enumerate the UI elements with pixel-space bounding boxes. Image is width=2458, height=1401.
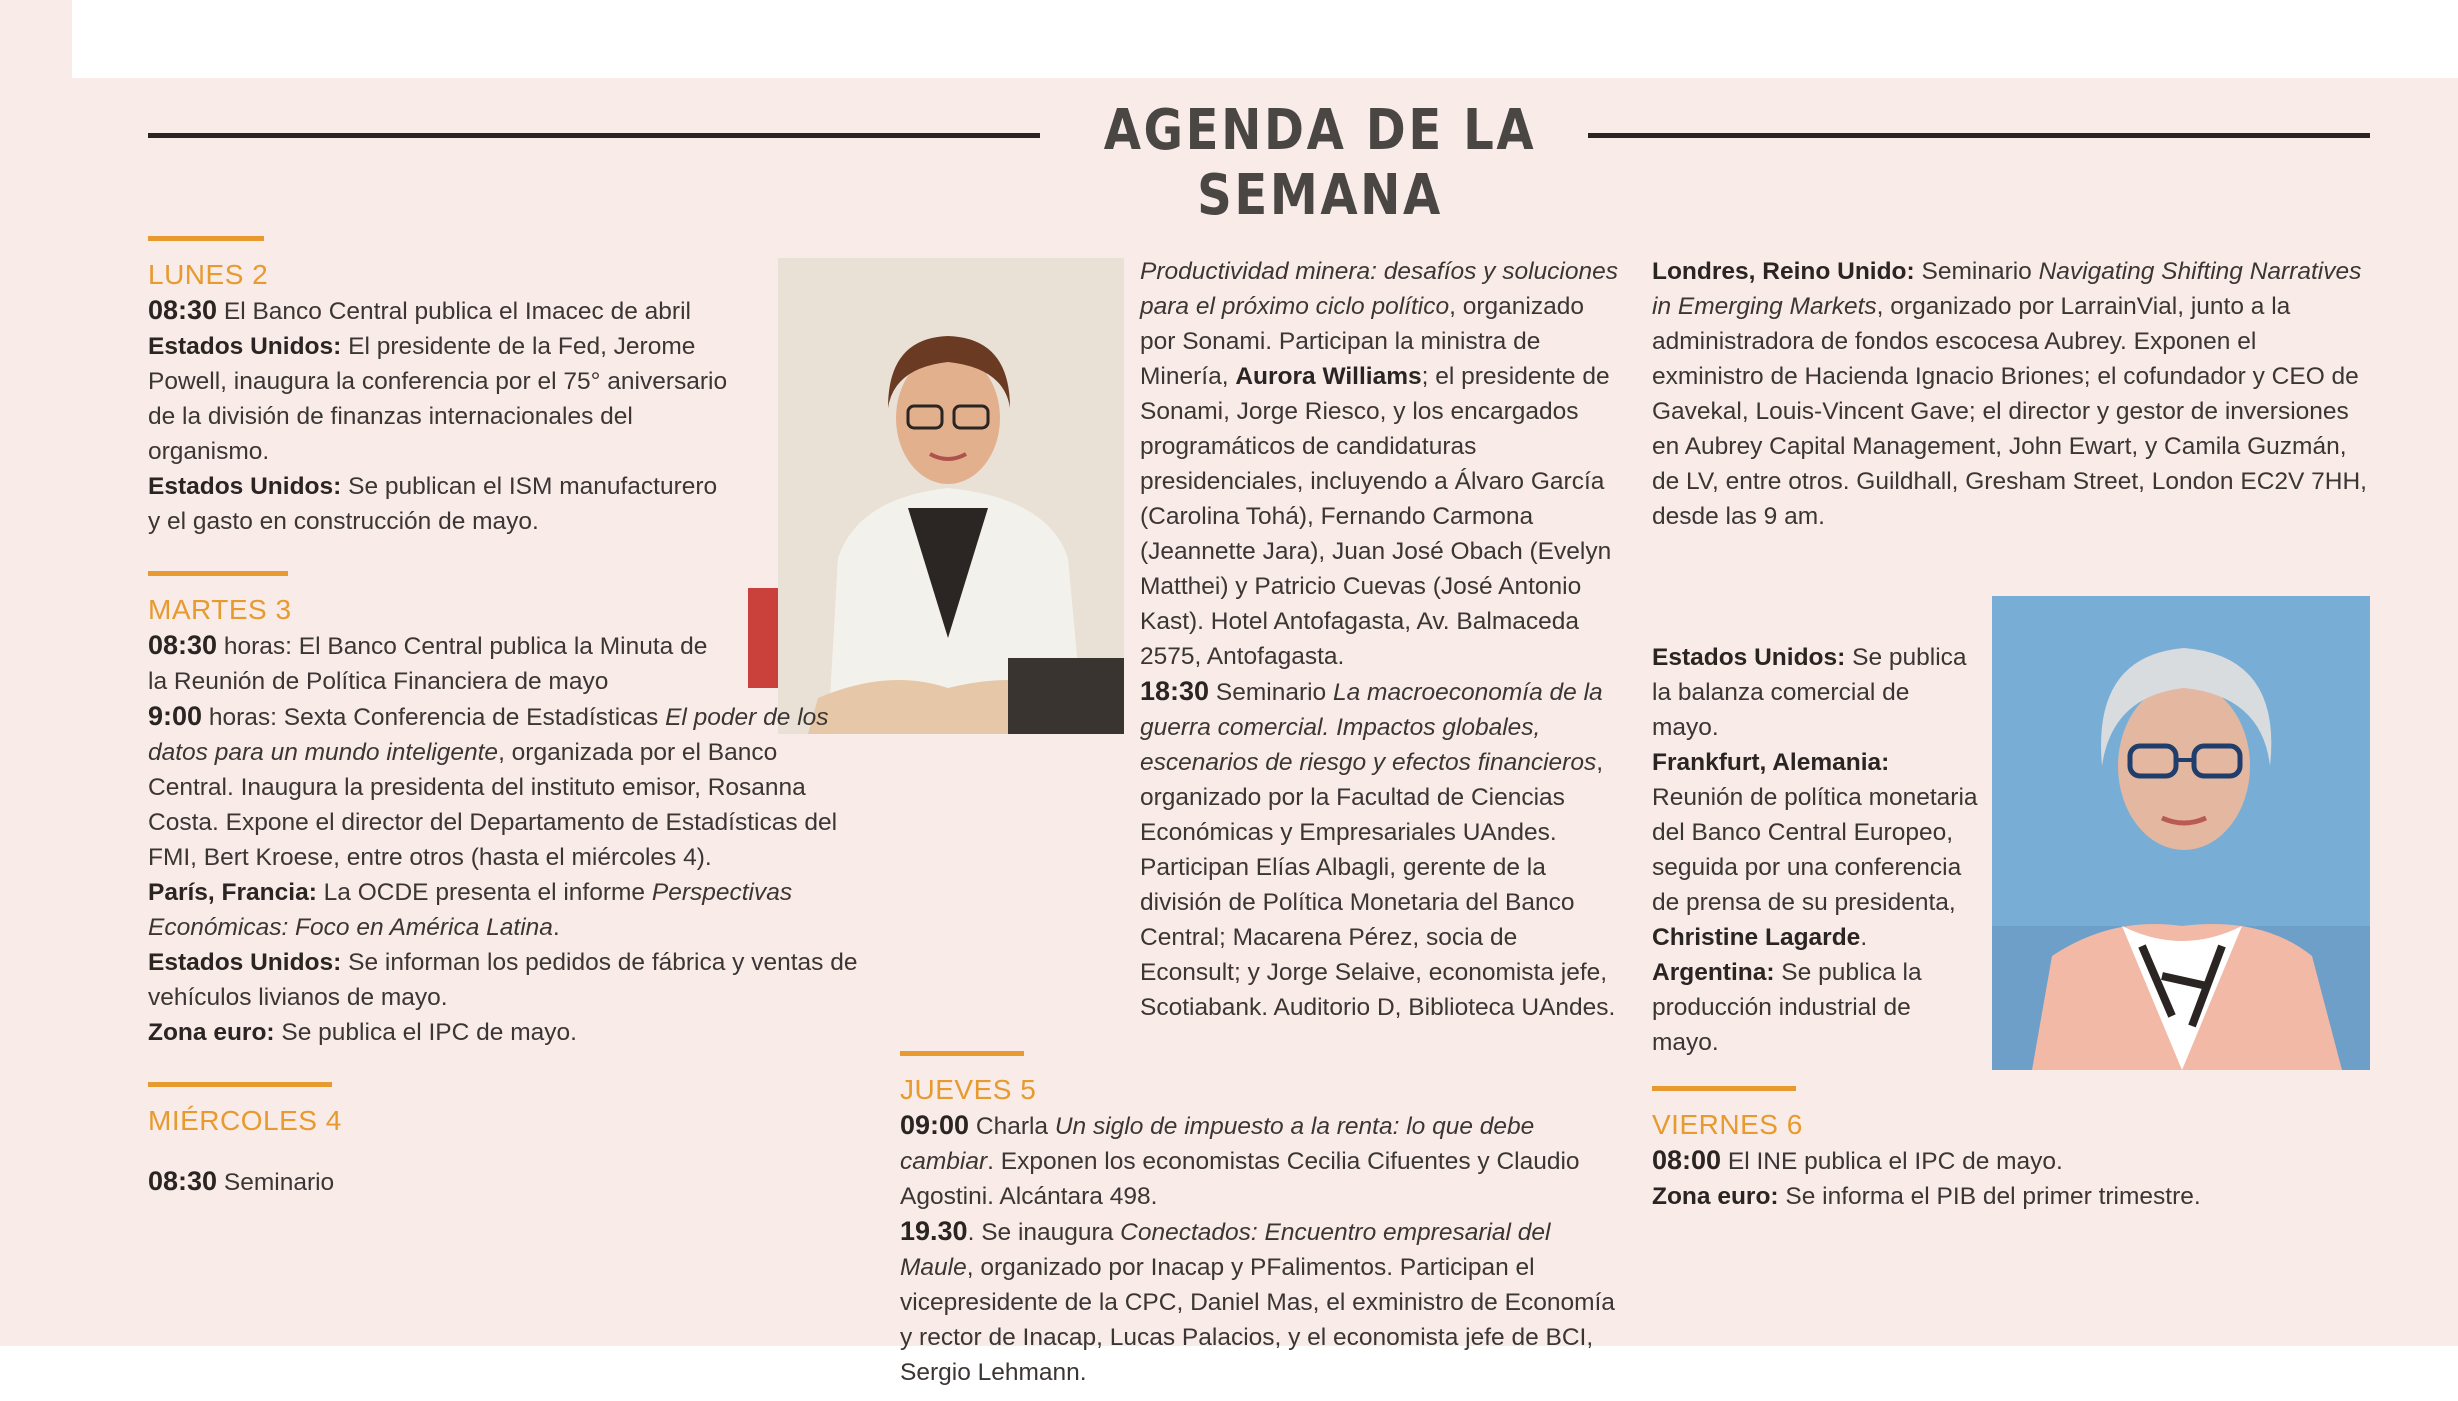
day-divider xyxy=(148,571,288,576)
event-jueves-3 xyxy=(1652,254,2372,534)
event-title: Conectados: Encuentro empresarial del Maule xyxy=(900,1219,1551,1281)
event-text: , organizado por Inacap y PFalimentos. Participan el vicepresidente de la CPC, Daniel Mas, el exministro de Economía y rector de Inacap, Lucas Palacios, y el economista jefe de BCI, Sergio Lehmann. xyxy=(900,1254,1615,1386)
event-text: horas: El Banco Central publica la Minuta de la Reunión de Política Financiera de mayo xyxy=(148,633,708,695)
event-text: Se publica la producción industrial de mayo. xyxy=(1652,959,1922,1056)
event-time: 19.30 xyxy=(900,1216,968,1246)
left-margin-strip xyxy=(0,0,72,80)
event-text: . Exponen los economistas Cecilia Cifuentes y Claudio Agostini. Alcántara 498. xyxy=(900,1148,1580,1210)
event-time: 09:00 xyxy=(900,1110,970,1140)
event-text: Se publica la balanza comercial de mayo. xyxy=(1652,644,1967,741)
event-viernes-1 xyxy=(1652,1143,2372,1179)
event-jueves-5 xyxy=(1652,745,1982,955)
event-place: Argentina: xyxy=(1652,959,1775,986)
event-text: , organizada por el Banco Central. Inaugura la presidenta del instituto emisor, Rosanna Costa. Expone el director del Departamento de Estadísticas del FMI, Bert Kroese, entre otros (hasta el miércoles 4). xyxy=(148,739,838,871)
event-title: La macroeconomía de la guerra comercial. Impactos globales, escenarios de riesgo y efectos financieros xyxy=(1140,679,1603,776)
event-martes-3 xyxy=(148,875,860,945)
event-text: , organizado por la Facultad de Ciencias Económicas y Empresariales UAndes. Participan Elías Albagli, gerente de la división de Política Monetaria del Banco Central; Macarena Pérez, socia de Econsult; y Jorge Selaive, economista jefe, Scotiabank. Auditorio D, Biblioteca UAndes. xyxy=(1140,749,1616,1021)
event-place: Estados Unidos: xyxy=(148,949,342,976)
event-time: 9:00 xyxy=(148,701,203,731)
event-title: Productividad minera: desafíos y soluciones para el próximo ciclo político xyxy=(1140,258,1619,320)
event-text: Reunión de política monetaria del Banco Central Europeo, seguida por una conferencia de prensa de su presidenta, xyxy=(1652,784,1978,916)
day-heading-jueves: JUEVES 5 xyxy=(900,1074,1037,1105)
event-text: . xyxy=(1860,924,1868,951)
event-place: Estados Unidos: xyxy=(148,333,342,360)
event-place: Zona euro: xyxy=(1652,1183,1779,1210)
portrait-illustration xyxy=(1992,596,2370,1070)
day-heading-martes: MARTES 3 xyxy=(148,594,292,625)
event-title: Un siglo de impuesto a la renta: lo que debe cambiar xyxy=(900,1113,1535,1175)
event-time: 08:30 xyxy=(148,1166,218,1196)
event-person: Aurora Williams xyxy=(1235,363,1422,390)
event-lunes-3 xyxy=(148,469,728,539)
event-text: El presidente de la Fed, Jerome Powell, inaugura la conferencia por el 75° aniversario de la división de finanzas internacionales del organismo. xyxy=(148,333,728,465)
event-martes-5 xyxy=(148,1015,860,1050)
event-text: . Se inaugura xyxy=(967,1219,1121,1246)
event-text: Se publica el IPC de mayo. xyxy=(274,1019,577,1046)
event-martes-1 xyxy=(148,628,728,699)
column-3 xyxy=(1652,254,2372,534)
day-divider xyxy=(900,1051,1024,1056)
event-text: El Banco Central publica el Imacec de abril xyxy=(217,298,691,325)
event-text: Seminario xyxy=(217,1169,335,1196)
event-miercoles-1 xyxy=(1140,254,1620,674)
event-text: Seminario xyxy=(1914,258,2039,285)
event-jueves-1 xyxy=(900,1108,1620,1214)
event-text: Se publican el ISM manufacturero y el gasto en construcción de mayo. xyxy=(148,473,718,535)
event-person: Christine Lagarde xyxy=(1652,924,1861,951)
photo-christine-lagarde xyxy=(1992,596,2370,1070)
event-time: 08:30 xyxy=(148,630,218,660)
event-place: París, Francia: xyxy=(148,879,317,906)
event-lunes-1 xyxy=(148,293,728,329)
event-text: La OCDE presenta el informe xyxy=(316,879,652,906)
event-jueves-2 xyxy=(900,1214,1620,1390)
event-text: horas: Sexta Conferencia de Estadísticas xyxy=(202,704,666,731)
event-martes-4 xyxy=(148,945,860,1015)
event-place: Frankfurt, Alemania: xyxy=(1652,749,1890,776)
day-heading-miercoles: MIÉRCOLES 4 xyxy=(148,1105,342,1136)
event-miercoles-1-start xyxy=(148,1164,848,1200)
event-time: 18:30 xyxy=(1140,676,1210,706)
event-text: Seminario xyxy=(1209,679,1333,706)
event-text: Se informan los pedidos de fábrica y ventas de vehículos livianos de mayo. xyxy=(148,949,858,1011)
event-place: Londres, Reino Unido: xyxy=(1652,258,1915,285)
event-text: . xyxy=(552,914,560,941)
day-divider xyxy=(1652,1086,1796,1091)
title-rule-right xyxy=(1588,133,2370,138)
event-jueves-6 xyxy=(1652,955,1982,1060)
event-place: Zona euro: xyxy=(148,1019,275,1046)
event-viernes-2 xyxy=(1652,1179,2372,1214)
event-title: Navigating Shifting Narratives in Emerging Markets xyxy=(1652,258,2362,320)
day-heading-viernes: VIERNES 6 xyxy=(1652,1109,1803,1140)
event-text: Charla xyxy=(969,1113,1055,1140)
event-title: Perspectivas Económicas: Foco en América Latina xyxy=(148,879,793,941)
event-lunes-2 xyxy=(148,329,728,469)
event-jueves-4 xyxy=(1652,640,1982,745)
event-miercoles-1-head xyxy=(148,1164,848,1200)
column-3-bottom xyxy=(1652,1086,2372,1214)
event-text: , organizado por LarrainVial, junto a la administradora de fondos escocesa Aubrey. Exponen el exministro de Hacienda Ignacio Briones; el cofundador y CEO de Gavekal, Louis-Vincent Gave; el director y gestor de inversiones en Aubrey Capital Management, John Ewart, y Camila Guzmán, de LV, entre otros. Guildhall, Gresham Street, London EC2V 7HH, desde las 9 am. xyxy=(1652,293,2367,530)
day-divider xyxy=(148,1082,332,1087)
event-miercoles-2 xyxy=(1140,674,1620,1025)
event-text: ; el presidente de Sonami, Jorge Riesco, y los encargados programáticos de candidaturas presidenciales, incluyendo a Álvaro García (Carolina Tohá), Fernando Carmona (Jeannette Jara), Juan José Obach (Evelyn Matthei) y Patricio Cuevas (José Antonio Kast). Hotel Antofagasta, Av. Balmaceda 2575, Antofagasta. xyxy=(1140,363,1612,670)
title-rule-left xyxy=(148,133,1040,138)
event-place: Estados Unidos: xyxy=(1652,644,1846,671)
event-time: 08:30 xyxy=(148,295,218,325)
event-martes-2 xyxy=(148,699,860,875)
column-2 xyxy=(900,254,1620,1390)
event-time: 08:00 xyxy=(1652,1145,1722,1175)
event-text: , organizado por Sonami. Participan la ministra de Minería, xyxy=(1140,293,1584,390)
column-1 xyxy=(148,236,860,1139)
event-place: Estados Unidos: xyxy=(148,473,342,500)
event-text: Se informa el PIB del primer trimestre. xyxy=(1778,1183,2201,1210)
column-3-beside-photo xyxy=(1652,640,1982,1060)
event-text: El INE publica el IPC de mayo. xyxy=(1721,1148,2063,1175)
event-title: El poder de los datos para un mundo inteligente xyxy=(148,704,829,766)
day-heading-lunes: LUNES 2 xyxy=(148,259,269,290)
day-divider xyxy=(148,236,264,241)
page-title: AGENDA DE LA SEMANA xyxy=(1103,98,1537,228)
